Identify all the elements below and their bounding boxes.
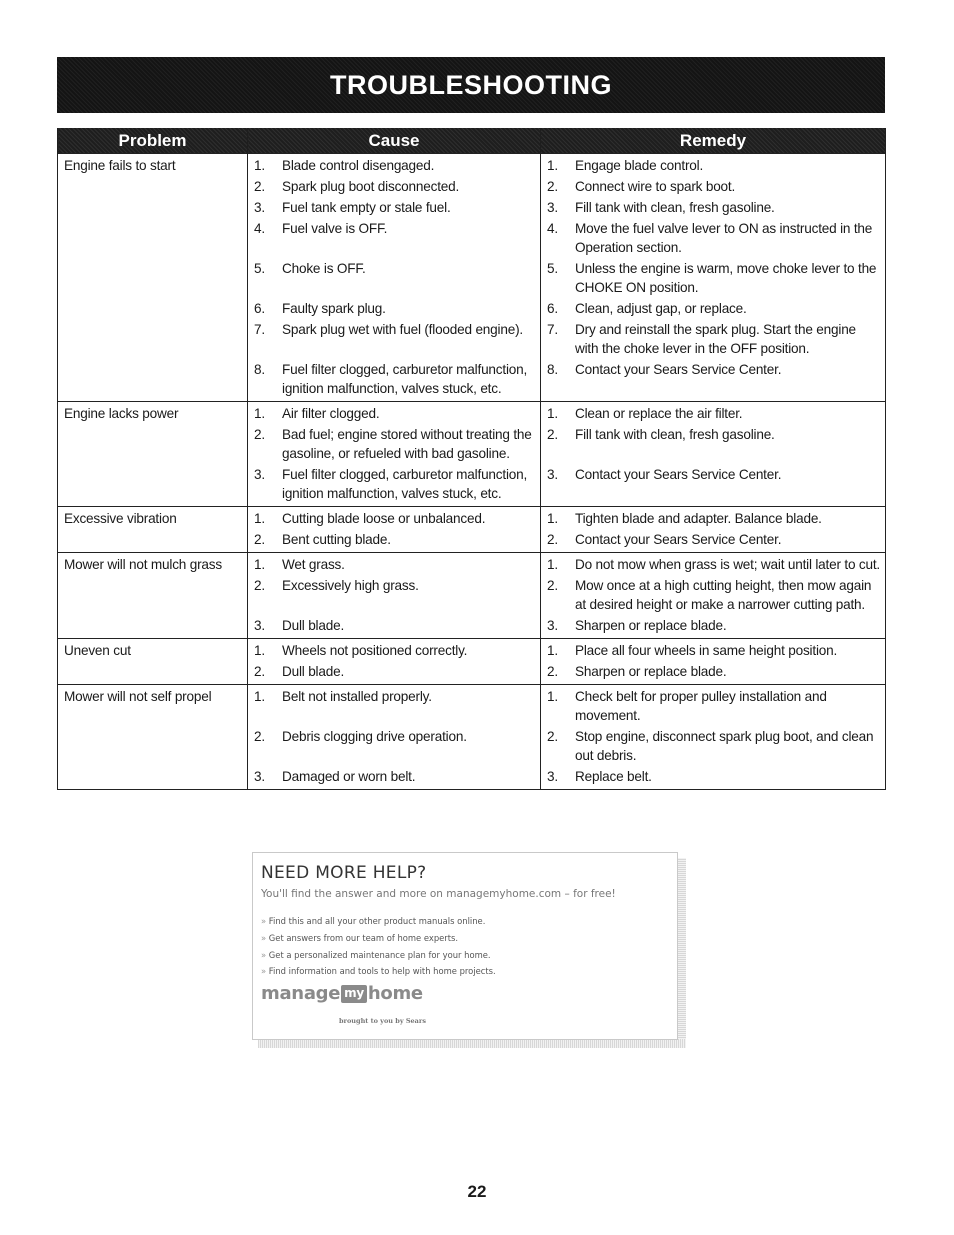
cause-item bbox=[254, 404, 535, 423]
item-number: 1. bbox=[547, 158, 558, 173]
item-text: Dull blade. bbox=[282, 664, 345, 679]
logo-text-home: home bbox=[367, 983, 423, 1004]
item-text: Engage blade control. bbox=[575, 158, 704, 173]
problem-cell: Engine lacks power bbox=[58, 402, 248, 507]
item-number: 5. bbox=[547, 261, 558, 276]
help-subtitle: You'll find the answer and more on managemyhome.com – for free! bbox=[261, 888, 616, 900]
cause-list bbox=[254, 509, 535, 549]
item-text: Fuel filter clogged, carburetor malfunction, ignition malfunction, valves stuck, etc. bbox=[282, 362, 528, 396]
help-bullet: » Get a personalized maintenance plan for your home. bbox=[261, 947, 496, 964]
item-number: 8. bbox=[254, 362, 265, 377]
remedy-cell bbox=[541, 507, 886, 553]
header-cause: Cause bbox=[248, 128, 541, 154]
remedy-item bbox=[547, 219, 880, 257]
cause-item bbox=[254, 687, 535, 725]
remedy-item bbox=[547, 198, 880, 217]
remedy-cell bbox=[541, 154, 886, 402]
item-text: Sharpen or replace blade. bbox=[575, 618, 727, 633]
item-number: 1. bbox=[254, 643, 265, 658]
help-bullet: » Get answers from our team of home experts. bbox=[261, 930, 496, 947]
remedy-list bbox=[547, 687, 880, 786]
item-number: 1. bbox=[254, 406, 265, 421]
problem-cell: Mower will not mulch grass bbox=[58, 553, 248, 639]
remedy-cell bbox=[541, 685, 886, 790]
item-text: Mow once at a high cutting height, then mow again at desired height or make a narrower cutting path. bbox=[575, 578, 872, 612]
remedy-item bbox=[547, 767, 880, 786]
item-number: 1. bbox=[547, 643, 558, 658]
item-number: 2. bbox=[547, 729, 558, 744]
managemyhome-logo bbox=[261, 983, 423, 1004]
cause-item bbox=[254, 177, 535, 196]
troubleshooting-table bbox=[57, 128, 886, 790]
header-problem: Problem bbox=[58, 128, 248, 154]
cause-cell bbox=[248, 507, 541, 553]
item-text: Debris clogging drive operation. bbox=[282, 729, 467, 744]
cause-item bbox=[254, 198, 535, 217]
remedy-item bbox=[547, 641, 880, 660]
item-number: 2. bbox=[547, 532, 558, 547]
cause-item bbox=[254, 259, 535, 297]
item-number: 3. bbox=[254, 467, 265, 482]
item-number: 3. bbox=[547, 467, 558, 482]
remedy-item bbox=[547, 687, 880, 725]
remedy-list bbox=[547, 555, 880, 635]
item-number: 1. bbox=[254, 557, 265, 572]
remedy-item bbox=[547, 616, 880, 635]
remedy-item bbox=[547, 425, 880, 463]
item-text: Faulty spark plug. bbox=[282, 301, 386, 316]
help-box-shadow-bottom bbox=[258, 1039, 686, 1048]
item-number: 1. bbox=[547, 511, 558, 526]
remedy-item bbox=[547, 299, 880, 318]
table-row bbox=[58, 402, 886, 507]
cause-item bbox=[254, 425, 535, 463]
cause-item bbox=[254, 616, 535, 635]
cause-item bbox=[254, 156, 535, 175]
item-number: 2. bbox=[254, 664, 265, 679]
remedy-list bbox=[547, 404, 880, 503]
item-number: 3. bbox=[254, 769, 265, 784]
page-title: TROUBLESHOOTING bbox=[330, 69, 612, 100]
cause-item bbox=[254, 299, 535, 318]
help-bullets bbox=[261, 913, 496, 980]
item-number: 2. bbox=[547, 664, 558, 679]
remedy-item bbox=[547, 509, 880, 528]
help-title: NEED MORE HELP? bbox=[261, 863, 427, 883]
item-number: 8. bbox=[547, 362, 558, 377]
table-header-row bbox=[58, 128, 886, 154]
item-number: 6. bbox=[254, 301, 265, 316]
cause-item bbox=[254, 219, 535, 257]
item-text: Damaged or worn belt. bbox=[282, 769, 416, 784]
item-number: 1. bbox=[547, 689, 558, 704]
problem-cell: Mower will not self propel bbox=[58, 685, 248, 790]
item-text: Stop engine, disconnect spark plug boot, and clean out debris. bbox=[575, 729, 874, 763]
item-number: 2. bbox=[254, 578, 265, 593]
item-number: 2. bbox=[254, 729, 265, 744]
item-number: 1. bbox=[254, 158, 265, 173]
item-text: Blade control disengaged. bbox=[282, 158, 435, 173]
help-bullet: » Find information and tools to help with home projects. bbox=[261, 963, 496, 980]
item-number: 3. bbox=[254, 618, 265, 633]
item-number: 7. bbox=[254, 322, 265, 337]
item-text: Spark plug boot disconnected. bbox=[282, 179, 460, 194]
remedy-item bbox=[547, 662, 880, 681]
item-text: Unless the engine is warm, move choke lever to the CHOKE ON position. bbox=[575, 261, 877, 295]
remedy-item bbox=[547, 404, 880, 423]
item-text: Sharpen or replace blade. bbox=[575, 664, 727, 679]
cause-item bbox=[254, 727, 535, 765]
problem-cell: Excessive vibration bbox=[58, 507, 248, 553]
problem-cell: Engine fails to start bbox=[58, 154, 248, 402]
cause-cell bbox=[248, 402, 541, 507]
item-text: Move the fuel valve lever to ON as instructed in the Operation section. bbox=[575, 221, 873, 255]
help-bullet: » Find this and all your other product manuals online. bbox=[261, 913, 496, 930]
item-number: 1. bbox=[547, 557, 558, 572]
table-row bbox=[58, 553, 886, 639]
item-text: Tighten blade and adapter. Balance blade. bbox=[575, 511, 822, 526]
item-number: 2. bbox=[547, 179, 558, 194]
item-text: Cutting blade loose or unbalanced. bbox=[282, 511, 486, 526]
remedy-cell bbox=[541, 553, 886, 639]
item-text: Contact your Sears Service Center. bbox=[575, 362, 782, 377]
item-text: Fill tank with clean, fresh gasoline. bbox=[575, 427, 775, 442]
item-text: Contact your Sears Service Center. bbox=[575, 532, 782, 547]
remedy-item bbox=[547, 156, 880, 175]
table-row bbox=[58, 154, 886, 402]
help-box bbox=[252, 852, 678, 1040]
item-number: 1. bbox=[547, 406, 558, 421]
cause-item bbox=[254, 320, 535, 358]
cause-item bbox=[254, 555, 535, 574]
item-number: 3. bbox=[547, 769, 558, 784]
item-number: 2. bbox=[254, 179, 265, 194]
item-text: Wheels not positioned correctly. bbox=[282, 643, 468, 658]
item-number: 2. bbox=[254, 532, 265, 547]
cause-cell bbox=[248, 154, 541, 402]
cause-list bbox=[254, 555, 535, 635]
remedy-item bbox=[547, 465, 880, 503]
remedy-item bbox=[547, 555, 880, 574]
cause-item bbox=[254, 509, 535, 528]
remedy-item bbox=[547, 530, 880, 549]
remedy-cell bbox=[541, 639, 886, 685]
item-text: Dry and reinstall the spark plug. Start the engine with the choke lever in the OFF position. bbox=[575, 322, 856, 356]
item-text: Belt not installed properly. bbox=[282, 689, 432, 704]
cause-list bbox=[254, 641, 535, 681]
cause-item bbox=[254, 465, 535, 503]
remedy-list bbox=[547, 509, 880, 549]
remedy-item bbox=[547, 360, 880, 398]
cause-cell bbox=[248, 639, 541, 685]
cause-item bbox=[254, 576, 535, 614]
item-text: Choke is OFF. bbox=[282, 261, 366, 276]
item-text: Place all four wheels in same height position. bbox=[575, 643, 838, 658]
item-number: 7. bbox=[547, 322, 558, 337]
help-box-shadow-right bbox=[677, 858, 686, 1046]
item-text: Air filter clogged. bbox=[282, 406, 380, 421]
cause-list bbox=[254, 404, 535, 503]
cause-item bbox=[254, 767, 535, 786]
item-number: 1. bbox=[254, 689, 265, 704]
item-text: Clean or replace the air filter. bbox=[575, 406, 743, 421]
logo-text-manage: manage bbox=[261, 983, 341, 1004]
item-text: Fuel filter clogged, carburetor malfunction, ignition malfunction, valves stuck, etc. bbox=[282, 467, 528, 501]
remedy-cell bbox=[541, 402, 886, 507]
item-text: Connect wire to spark boot. bbox=[575, 179, 736, 194]
item-number: 4. bbox=[547, 221, 558, 236]
remedy-item bbox=[547, 259, 880, 297]
cause-item bbox=[254, 641, 535, 660]
header-remedy: Remedy bbox=[541, 128, 886, 154]
item-number: 2. bbox=[254, 427, 265, 442]
item-number: 5. bbox=[254, 261, 265, 276]
item-text: Clean, adjust gap, or replace. bbox=[575, 301, 747, 316]
cause-item bbox=[254, 360, 535, 398]
item-text: Bent cutting blade. bbox=[282, 532, 391, 547]
item-number: 3. bbox=[547, 618, 558, 633]
item-text: Contact your Sears Service Center. bbox=[575, 467, 782, 482]
remedy-item bbox=[547, 576, 880, 614]
remedy-item bbox=[547, 727, 880, 765]
cause-cell bbox=[248, 553, 541, 639]
item-text: Bad fuel; engine stored without treating the gasoline, or refueled with bad gasoline. bbox=[282, 427, 532, 461]
item-text: Wet grass. bbox=[282, 557, 345, 572]
cause-list bbox=[254, 687, 535, 786]
item-number: 1. bbox=[254, 511, 265, 526]
problem-cell: Uneven cut bbox=[58, 639, 248, 685]
item-text: Spark plug wet with fuel (flooded engine). bbox=[282, 322, 523, 337]
item-text: Fill tank with clean, fresh gasoline. bbox=[575, 200, 775, 215]
item-text: Fuel valve is OFF. bbox=[282, 221, 388, 236]
table-row bbox=[58, 685, 886, 790]
item-text: Do not mow when grass is wet; wait until later to cut. bbox=[575, 557, 881, 572]
item-number: 2. bbox=[547, 427, 558, 442]
item-number: 2. bbox=[547, 578, 558, 593]
item-number: 6. bbox=[547, 301, 558, 316]
item-number: 3. bbox=[254, 200, 265, 215]
item-text: Excessively high grass. bbox=[282, 578, 419, 593]
remedy-list bbox=[547, 156, 880, 398]
item-number: 3. bbox=[547, 200, 558, 215]
cause-list bbox=[254, 156, 535, 398]
cause-item bbox=[254, 530, 535, 549]
brought-by-text: brought to you by Sears bbox=[339, 1017, 426, 1025]
table-row bbox=[58, 639, 886, 685]
page-number: 22 bbox=[467, 1182, 487, 1201]
item-text: Replace belt. bbox=[575, 769, 652, 784]
item-number: 4. bbox=[254, 221, 265, 236]
remedy-item bbox=[547, 320, 880, 358]
logo-text-my: my bbox=[341, 985, 367, 1003]
cause-cell bbox=[248, 685, 541, 790]
title-bar bbox=[57, 57, 885, 113]
remedy-list bbox=[547, 641, 880, 681]
table-row bbox=[58, 507, 886, 553]
item-text: Dull blade. bbox=[282, 618, 345, 633]
item-text: Check belt for proper pulley installation and movement. bbox=[575, 689, 827, 723]
item-text: Fuel tank empty or stale fuel. bbox=[282, 200, 451, 215]
remedy-item bbox=[547, 177, 880, 196]
cause-item bbox=[254, 662, 535, 681]
